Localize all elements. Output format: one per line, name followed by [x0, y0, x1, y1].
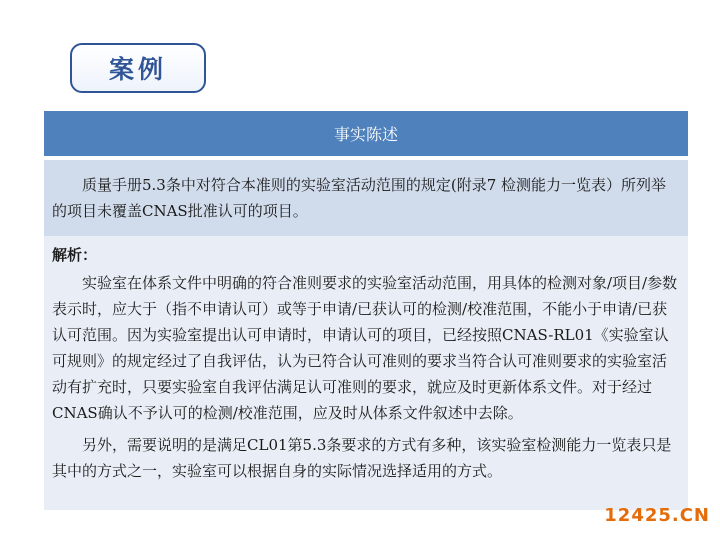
case-badge	[70, 43, 206, 93]
fact-statement-header	[44, 111, 688, 156]
site-watermark: 12425.CN	[604, 505, 710, 526]
analysis-paragraph-1: 实验室在体系文件中明确的符合准则要求的实验室活动范围，用具体的检测对象/项目/参数表示时，应大于（指不申请认可）或等于申请/已获认可的检测/校准范围，不能小于申请/已获认可范围。因为实验室提出认可申请时，申请认可的项目，已经按照CNAS-RL01《实验室认可规则》的规定经过了自我评估，认为已符合认可准则的要求当符合认可准则要求的实验室活动有扩充时，只要实验室自我评估满足认可准则的要求，就应及时更新体系文件。对于经过CNAS确认不予认可的检测/校准范围，应及时从体系文件叙述中去除。	[52, 274, 678, 422]
analysis-paragraph-2: 另外，需要说明的是满足CL01第5.3条要求的方式有多种，该实验室检测能力一览表只是其中的方式之一，实验室可以根据自身的实际情况选择适用的方式。	[52, 436, 672, 480]
case-badge-label: 案例	[108, 55, 167, 84]
analysis-section	[44, 236, 688, 510]
fact-statement-text: 质量手册5.3条中对符合本准则的实验室活动范围的规定(附录7 检测能力一览表）所列举的项目未覆盖CNAS批准认可的项目。	[52, 176, 667, 220]
analysis-title: 解析：	[52, 246, 98, 264]
fact-statement-body	[44, 160, 688, 236]
fact-statement-title: 事实陈述	[333, 125, 398, 144]
